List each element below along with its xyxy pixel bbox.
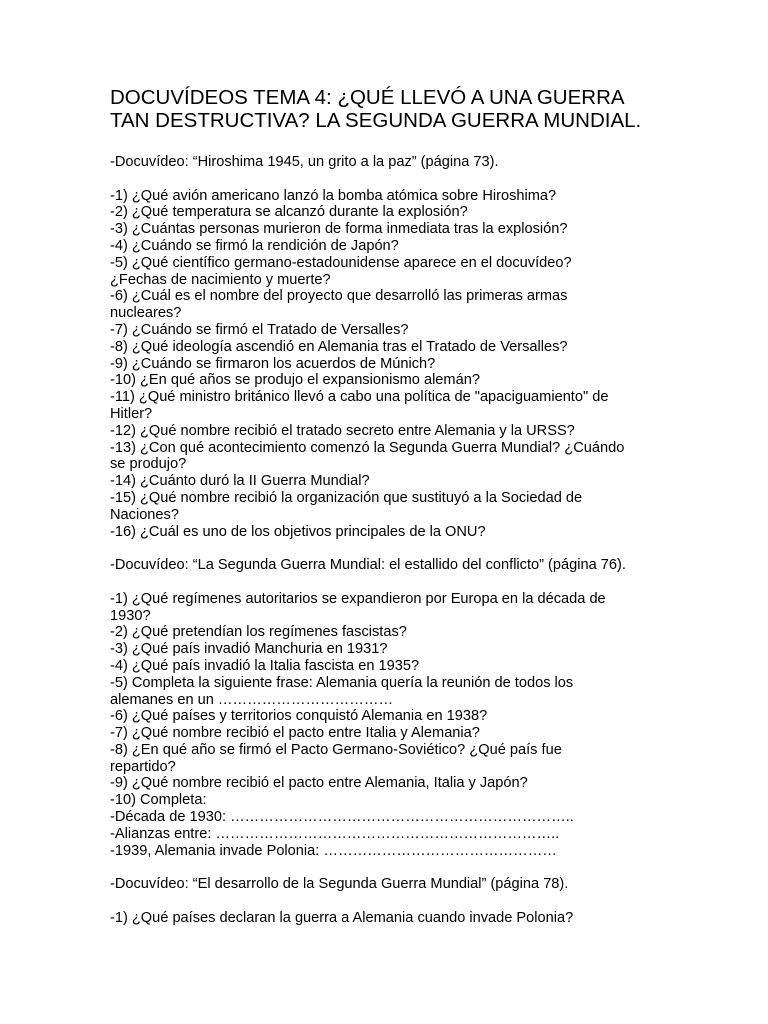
question-line: -14) ¿Cuánto duró la II Guerra Mundial? (110, 473, 370, 490)
question-line: -9) ¿Qué nombre recibió el pacto entre Alemania, Italia y Japón? (110, 775, 528, 792)
section-heading: -Docuvídeo: “Hiroshima 1945, un grito a la paz” (página 73). (110, 154, 499, 170)
question-line: 1930? (110, 607, 151, 624)
question-line: -3) ¿Cuántas personas murieron de forma inmediata tras la explosión? (110, 221, 568, 238)
question-line: -15) ¿Qué nombre recibió la organización que sustituyó a la Sociedad de (110, 489, 583, 506)
question-line: -Década de 1930: …………………………………………………………….. (110, 809, 574, 826)
docuvideo-section (110, 557, 750, 876)
question-line: -1) ¿Qué países declaran la guerra a Alemania cuando invade Polonia? (110, 909, 574, 926)
document-title (110, 86, 750, 132)
question-line: -8) ¿En qué año se firmó el Pacto Germano-Soviético? ¿Qué país fue (110, 741, 562, 758)
question-line: alemanes en un ……………………………… (110, 691, 394, 708)
question-line: -6) ¿Cuál es el nombre del proyecto que desarrolló las primeras armas (110, 288, 568, 305)
question-line: -13) ¿Con qué acontecimiento comenzó la Segunda Guerra Mundial? ¿Cuándo (110, 439, 625, 456)
question-line: -4) ¿Cuándo se firmó la rendición de Japón? (110, 237, 399, 254)
question-line: -5) Completa la siguiente frase: Alemania quería la reunión de todos los (110, 674, 574, 691)
question-line: -11) ¿Qué ministro británico llevó a cabo una política de "apaciguamiento" de (110, 389, 609, 406)
question-line: repartido? (110, 758, 176, 775)
title-line: DOCUVÍDEOS TEMA 4: ¿QUÉ LLEVÓ A UNA GUERRA (110, 86, 625, 109)
question-line: -8) ¿Qué ideología ascendió en Alemania tras el Tratado de Versalles? (110, 338, 568, 355)
title-line: TAN DESTRUCTIVA? LA SEGUNDA GUERRA MUNDIAL. (110, 109, 642, 132)
question-line: -10) ¿En qué años se produjo el expansionismo alemán? (110, 372, 480, 389)
question-line: -10) Completa: (110, 792, 207, 809)
question-line: -5) ¿Qué científico germano-estadounidense aparece en el docuvídeo? (110, 254, 572, 271)
docuvideo-section (110, 154, 750, 557)
question-line: Naciones? (110, 506, 179, 523)
question-line: -1939, Alemania invade Polonia: ………………………………………… (110, 842, 557, 859)
question-line: -Alianzas entre: …………………………………………………………….. (110, 825, 560, 842)
question-line: -7) ¿Qué nombre recibió el pacto entre Italia y Alemania? (110, 725, 480, 742)
section-heading: -Docuvídeo: “El desarrollo de la Segunda Guerra Mundial” (página 78). (110, 876, 569, 893)
question-line: -1) ¿Qué avión americano lanzó la bomba atómica sobre Hiroshima? (110, 187, 557, 204)
question-line: -12) ¿Qué nombre recibió el tratado secreto entre Alemania y la URSS? (110, 422, 575, 439)
section-heading: -Docuvídeo: “La Segunda Guerra Mundial: el estallido del conflicto” (página 76). (110, 557, 626, 574)
question-line: Hitler? (110, 405, 153, 422)
question-line: -7) ¿Cuándo se firmó el Tratado de Versalles? (110, 321, 409, 338)
question-line: nucleares? (110, 305, 182, 322)
question-line: -2) ¿Qué temperatura se alcanzó durante la explosión? (110, 204, 468, 221)
question-line: -1) ¿Qué regímenes autoritarios se expandieron por Europa en la década de (110, 590, 606, 607)
document-page (110, 86, 750, 927)
question-line: -6) ¿Qué países y territorios conquistó Alemania en 1938? (110, 708, 488, 725)
docuvideo-section (110, 876, 750, 926)
question-line: -9) ¿Cuándo se firmaron los acuerdos de Múnich? (110, 355, 436, 372)
question-line: -4) ¿Qué país invadió la Italia fascista en 1935? (110, 657, 420, 674)
question-line: -2) ¿Qué pretendían los regímenes fascistas? (110, 624, 407, 641)
question-line: -3) ¿Qué país invadió Manchuria en 1931? (110, 641, 388, 658)
question-line: ¿Fechas de nacimiento y muerte? (110, 271, 331, 288)
document-body (110, 154, 750, 927)
question-line: se produjo? (110, 456, 187, 473)
question-line: -16) ¿Cuál es uno de los objetivos principales de la ONU? (110, 523, 486, 540)
